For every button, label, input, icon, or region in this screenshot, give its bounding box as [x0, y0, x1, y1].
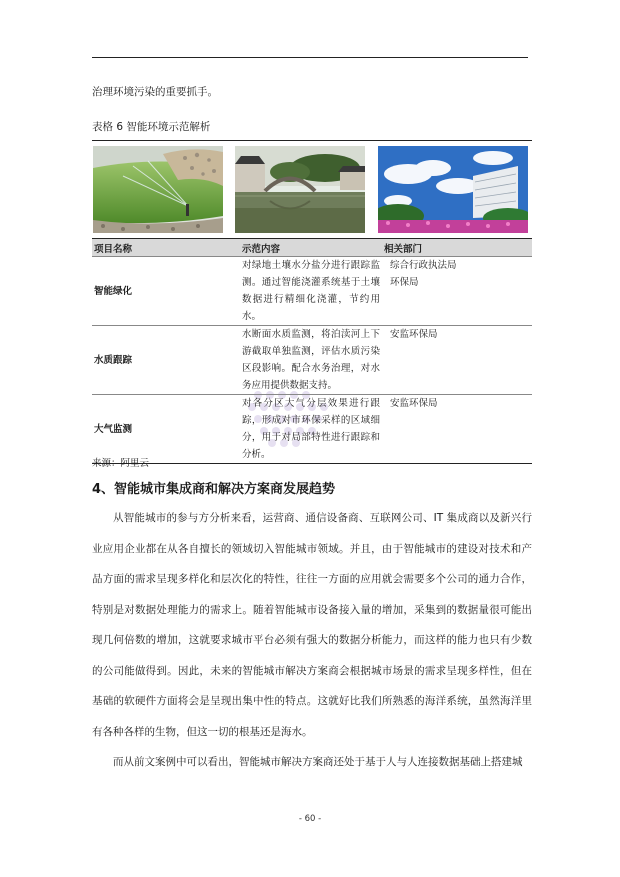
column-header: 项目名称	[92, 239, 240, 257]
demo-table	[92, 238, 532, 464]
row-name: 水质跟踪	[92, 326, 240, 395]
paragraph: 而从前文案例中可以看出，智能城市解决方案商还处于基于人与人连接数据基础上搭建城	[113, 756, 523, 768]
column-header: 示范内容	[240, 239, 382, 257]
column-header: 相关部门	[382, 239, 532, 257]
intro-line: 治理环境污染的重要抓手。	[92, 86, 218, 98]
row-dept: 安监环保局	[382, 395, 532, 464]
lawn-sprinkler-photo	[93, 146, 223, 233]
canal-bridge-photo	[235, 146, 365, 233]
table-top-rule	[92, 140, 532, 141]
section-heading: 4、智能城市集成商和解决方案商发展趋势	[92, 482, 336, 497]
row-dept: 安监环保局	[382, 326, 532, 395]
table-row	[92, 326, 532, 395]
row-name: 大气监测	[92, 395, 240, 464]
table-source: 来源：阿里云	[92, 458, 150, 469]
row-content: 水断面水质监测，将泊渎河上下游截取单独监测，评估水质污染区段影响。配合水务治理，对水务应用提供数据支持。	[240, 326, 382, 395]
table-row	[92, 395, 532, 464]
row-content: 对绿地土壤水分盐分进行跟踪监测。通过智能浇灌系统基于土壤数据进行精细化浇灌，节约用水。	[240, 257, 382, 326]
table-row	[92, 257, 532, 326]
page-number: - 60 -	[298, 814, 322, 824]
paragraph: 从智能城市的参与方分析来看，运营商、通信设备商、互联网公司、IT 集成商以及新兴行业应用企业都在从各自擅长的领域切入智能城市领域。并且，由于智能城市的建设对技术和产品方面的需求呈现多样化和层次化的特性，往往一方面的应用就会需要多个公司的通力合作，特别是对数据处理能力的需求上。随着智能城市设备接入量的增加，采集到的数据量很可能出现几何倍数的增加，这就要求城市平台必须有强大的数据分析能力，而这样的能力也只有少数的公司能做得到。因此，未来的智能城市解决方案商会根据城市场景的需求呈现多样性，但在基础的软硬件方面将会是呈现出集中性的特点。这就好比我们所熟悉的海洋系统，虽然海洋里有各种各样的生物，但这一切的根基还是海水。	[92, 512, 532, 738]
row-dept: 综合行政执法局 环保局	[382, 257, 532, 326]
table-header-row	[92, 239, 532, 257]
row-name: 智能绿化	[92, 257, 240, 326]
table-caption: 表格 6 智能环境示范解析	[92, 121, 211, 133]
header-rule	[92, 57, 528, 58]
row-content: 对各分区大气分层效果进行跟踪，形成对市环保采样的区域细分，用于对局部特性进行跟踪和分析。	[240, 395, 382, 464]
body-text	[92, 503, 532, 778]
sky-building-photo	[378, 146, 528, 233]
